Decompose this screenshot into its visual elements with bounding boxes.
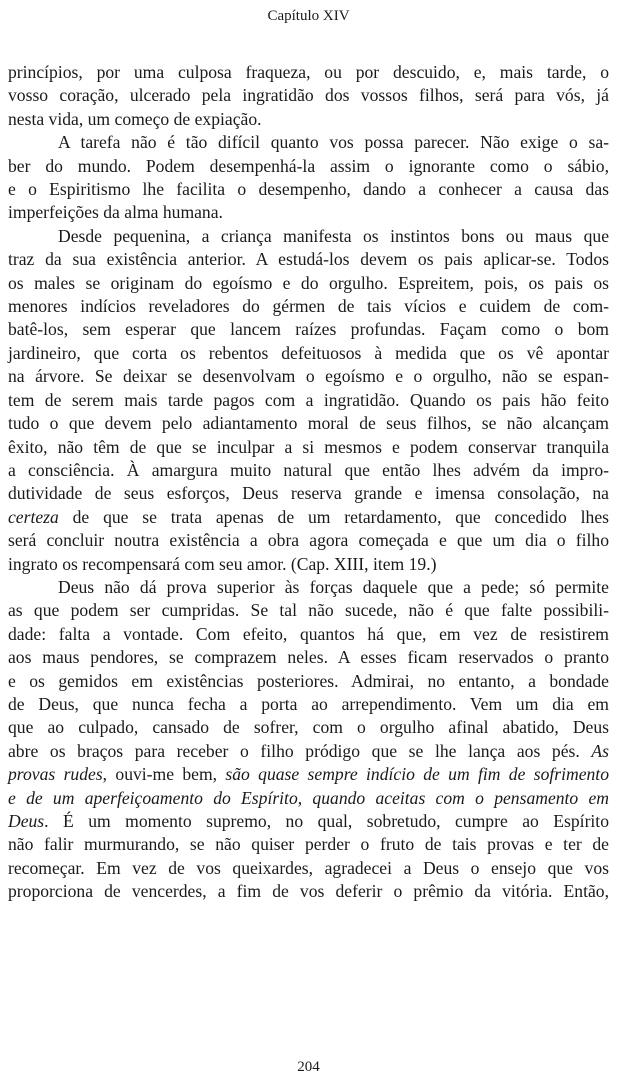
text-line: e os gemidos em existências posteriores. Admirai, no entanto, a bondade	[8, 670, 609, 691]
text-line: na árvore. Se deixar se desenvolvam o egoísmo e o orgulho, não se espan-	[8, 366, 609, 387]
text-line: os males se originam do egoísmo e do orgulho. Espreitem, pois, os pais os	[8, 272, 609, 293]
text-line: e o Espiritismo lhe facilita o desempenho, dando a conhecer a causa das	[8, 179, 609, 200]
paragraph-3	[8, 225, 609, 576]
text-line: proporciona de vencerdes, a fim de vos deferir o prêmio da vitória. Então,	[8, 881, 609, 902]
text-line: Desde pequenina, a criança manifesta os instintos bons ou maus que	[58, 225, 609, 246]
page-number: 204	[297, 1059, 320, 1075]
chapter-title: Capítulo XIV	[267, 8, 350, 24]
text-line-mixed: certeza de que se trata apenas de um retardamento, que concedido lhes	[8, 506, 609, 527]
text-line: de Deus, que nunca fecha a porta ao arrependimento. Vem um dia em	[8, 693, 609, 714]
text-line-mixed: provas rudes, ouvi-me bem, são quase sempre indício de um fim de sofrimento	[8, 764, 609, 785]
text-line-mixed: e de um aperfeiçoamento do Espírito, quando aceitas com o pensamento em	[8, 787, 610, 808]
text-line: será concluir noutra existência a obra agora começada e que um dia o filho	[8, 530, 609, 551]
text-line: a consciência. À amargura muito natural que então lhes advém da impro-	[8, 459, 609, 480]
text-line: dutividade de seus esforços, Deus reserva grande e imensa consolação, na	[8, 483, 609, 504]
text-line: as que podem ser cumpridas. Se tal não sucede, não é que falte possibili-	[8, 600, 609, 621]
text-line: não falir murmurando, se não quiser perder o fruto de tais provas e ter de	[8, 834, 609, 855]
text-line: tem de serem mais tarde pagos com a ingratidão. Quando os pais hão feito	[8, 389, 609, 410]
text-line: vosso coração, ulcerado pela ingratidão dos vossos filhos, será para vós, já	[8, 85, 609, 106]
text-line-mixed: Deus. É um momento supremo, no qual, sobretudo, cumpre ao Espírito	[8, 811, 609, 831]
text-line-mixed: abre os braços para receber o filho pródigo que se lhe lança aos pés. As	[8, 740, 609, 761]
text-line: recomeçar. Em vez de vos queixardes, agradecei a Deus o ensejo que vos	[8, 857, 609, 878]
text-line: imperfeições da alma humana.	[8, 202, 223, 223]
text-line: jardineiro, que corta os rebentos defeituosos à medida que os vê apontar	[8, 342, 609, 363]
page-body	[8, 61, 609, 904]
paragraph-1	[8, 61, 609, 131]
text-line: menores indícios reveladores do gérmen de tais vícios e cuidem de com-	[8, 296, 609, 317]
text-line: tudo o que devem pelo adiantamento moral de seus filhos, se não alcançam	[8, 413, 609, 434]
text-line: princípios, por uma culposa fraqueza, ou por descuido, e, mais tarde, o	[8, 62, 609, 82]
text-line: traz da sua existência anterior. A estudá-los devem os pais aplicar-se. Todos	[8, 249, 609, 270]
paragraph-2	[8, 131, 609, 225]
text-line: batê-los, sem esperar que lancem raízes profundas. Façam como o bom	[8, 319, 609, 340]
text-line: ber do mundo. Podem desempenhá-la assim o ignorante como o sábio,	[8, 155, 609, 176]
text-line: nesta vida, um começo de expiação.	[8, 108, 262, 129]
text-line: êxito, não têm de que se inculpar a si mesmos e podem conservar tranquila	[8, 436, 609, 457]
text-line: dade: falta a vontade. Com efeito, quantos há que, em vez de resistirem	[8, 623, 609, 644]
text-line: A tarefa não é tão difícil quanto vos possa parecer. Não exige o sa-	[58, 132, 609, 153]
running-header	[0, 6, 617, 26]
text-line: que ao culpado, cansado de sofrer, com o orgulho afinal abatido, Deus	[8, 717, 609, 738]
text-line: Deus não dá prova superior às forças daquele que a pede; só permite	[58, 576, 609, 597]
text-line: aos maus pendores, se comprazem neles. A esses ficam reservados o pranto	[8, 647, 609, 668]
text-line: ingrato os recompensará com seu amor. (Cap. XIII, item 19.)	[8, 553, 437, 574]
paragraph-4	[8, 576, 609, 904]
page-footer	[0, 1057, 617, 1077]
